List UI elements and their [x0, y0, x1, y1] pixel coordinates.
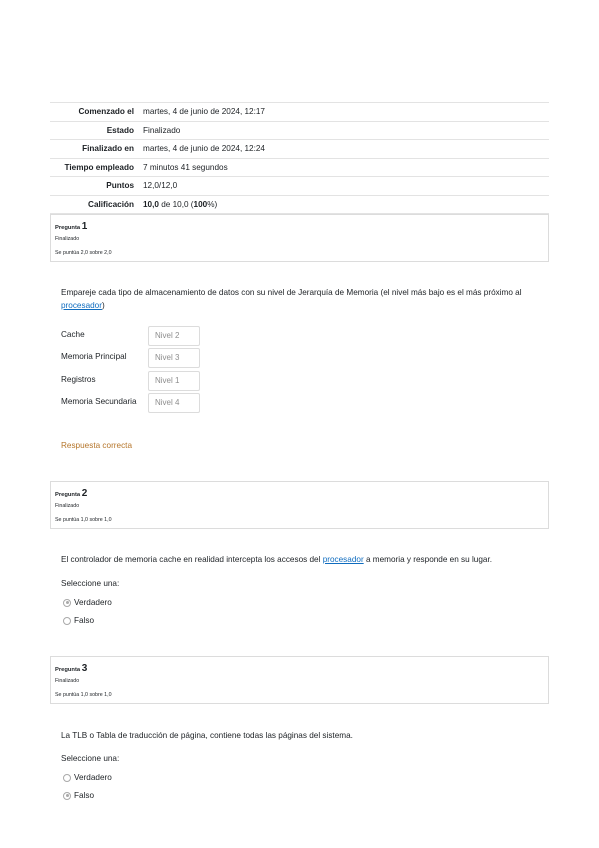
match-label: Registros: [61, 374, 96, 384]
question-state: Finalizado: [55, 503, 80, 509]
radio-selected-icon[interactable]: [63, 599, 71, 607]
question-grade: Se puntúa 1,0 sobre 1,0: [55, 517, 112, 523]
match-select[interactable]: Nivel 2: [148, 326, 200, 346]
match-select[interactable]: Nivel 1: [148, 371, 200, 391]
question-1-info: [50, 214, 549, 262]
question-text-end: a memoria y responde en su lugar.: [363, 555, 493, 564]
question-num: 2: [81, 488, 88, 499]
question-grade: Se puntúa 1,0 sobre 1,0: [55, 692, 112, 698]
match-select[interactable]: Nivel 4: [148, 393, 200, 413]
answer-option[interactable]: [63, 791, 94, 800]
summary-row: [50, 103, 549, 122]
question-text: El controlador de memoria cache en realidad intercepta los accesos del: [61, 555, 323, 564]
summary-label: Tiempo empleado: [64, 162, 134, 172]
question-prefix: Pregunta: [55, 225, 81, 231]
question-3-info: [50, 656, 549, 704]
option-label: Verdadero: [74, 773, 112, 782]
match-label: Cache: [61, 330, 85, 339]
question-3-text: La TLB o Tabla de traducción de página, contiene todas las páginas del sistema.: [61, 731, 353, 740]
option-label: Verdadero: [74, 598, 112, 607]
option-label: Falso: [74, 616, 95, 625]
grade-score: 10,0: [143, 199, 159, 209]
answer-option[interactable]: [63, 773, 112, 782]
summary-row: [50, 177, 549, 196]
summary-row: [50, 140, 549, 159]
summary-row: [50, 121, 549, 140]
grade-percent-suffix: %): [207, 199, 218, 209]
answer-prompt: Seleccione una:: [61, 579, 120, 588]
question-number: [55, 488, 87, 499]
answer-prompt: Seleccione una:: [61, 754, 120, 763]
summary-label: Calificación: [88, 199, 134, 209]
summary-label: Estado: [106, 125, 134, 135]
radio-selected-icon[interactable]: [63, 792, 71, 800]
summary-label: Comenzado el: [78, 107, 134, 116]
summary-value: martes, 4 de junio de 2024, 12:24: [143, 144, 265, 153]
summary-value: 7 minutos 41 segundos: [143, 162, 228, 172]
answer-option[interactable]: [63, 598, 112, 607]
question-feedback: Respuesta correcta: [61, 441, 132, 450]
question-prefix: Pregunta: [55, 667, 81, 673]
question-2-info: [50, 481, 549, 529]
question-state: Finalizado: [55, 678, 80, 684]
grade-of: de 10,0 (: [158, 199, 194, 209]
question-num: 3: [81, 663, 88, 674]
match-select[interactable]: Nivel 3: [148, 348, 200, 368]
glossary-link-procesador[interactable]: procesador: [61, 300, 102, 310]
question-text-end: ): [101, 300, 105, 310]
radio-unselected-icon[interactable]: [63, 617, 71, 625]
question-number: [55, 663, 87, 674]
question-number: [55, 221, 87, 232]
question-prefix: Pregunta: [55, 492, 81, 498]
question-1-text: [61, 287, 531, 312]
summary-value: Finalizado: [143, 125, 181, 135]
quiz-summary-table: [50, 102, 549, 214]
summary-value: [140, 195, 549, 214]
summary-value: 12,0/12,0: [143, 181, 178, 190]
summary-value: martes, 4 de junio de 2024, 12:17: [143, 107, 265, 116]
radio-unselected-icon[interactable]: [63, 774, 71, 782]
option-label: Falso: [74, 791, 95, 800]
match-label: Memoria Principal: [61, 352, 127, 362]
question-num: 1: [81, 221, 88, 232]
answer-option[interactable]: [63, 616, 94, 625]
summary-label: Puntos: [106, 181, 134, 190]
summary-row: [50, 195, 549, 214]
question-state: Finalizado: [55, 236, 80, 242]
summary-row: [50, 158, 549, 177]
question-text: Empareje cada tipo de almacenamiento de datos con su nivel de Jerarquía de Memoria (el nivel más bajo es el más próximo al: [61, 288, 522, 297]
summary-label: Finalizado en: [82, 144, 134, 153]
question-grade: Se puntúa 2,0 sobre 2,0: [55, 250, 112, 256]
glossary-link-procesador[interactable]: procesador: [322, 555, 364, 564]
question-2-text: [61, 554, 551, 567]
grade-percent: 100: [193, 199, 208, 209]
match-label: Memoria Secundaria: [61, 396, 137, 406]
